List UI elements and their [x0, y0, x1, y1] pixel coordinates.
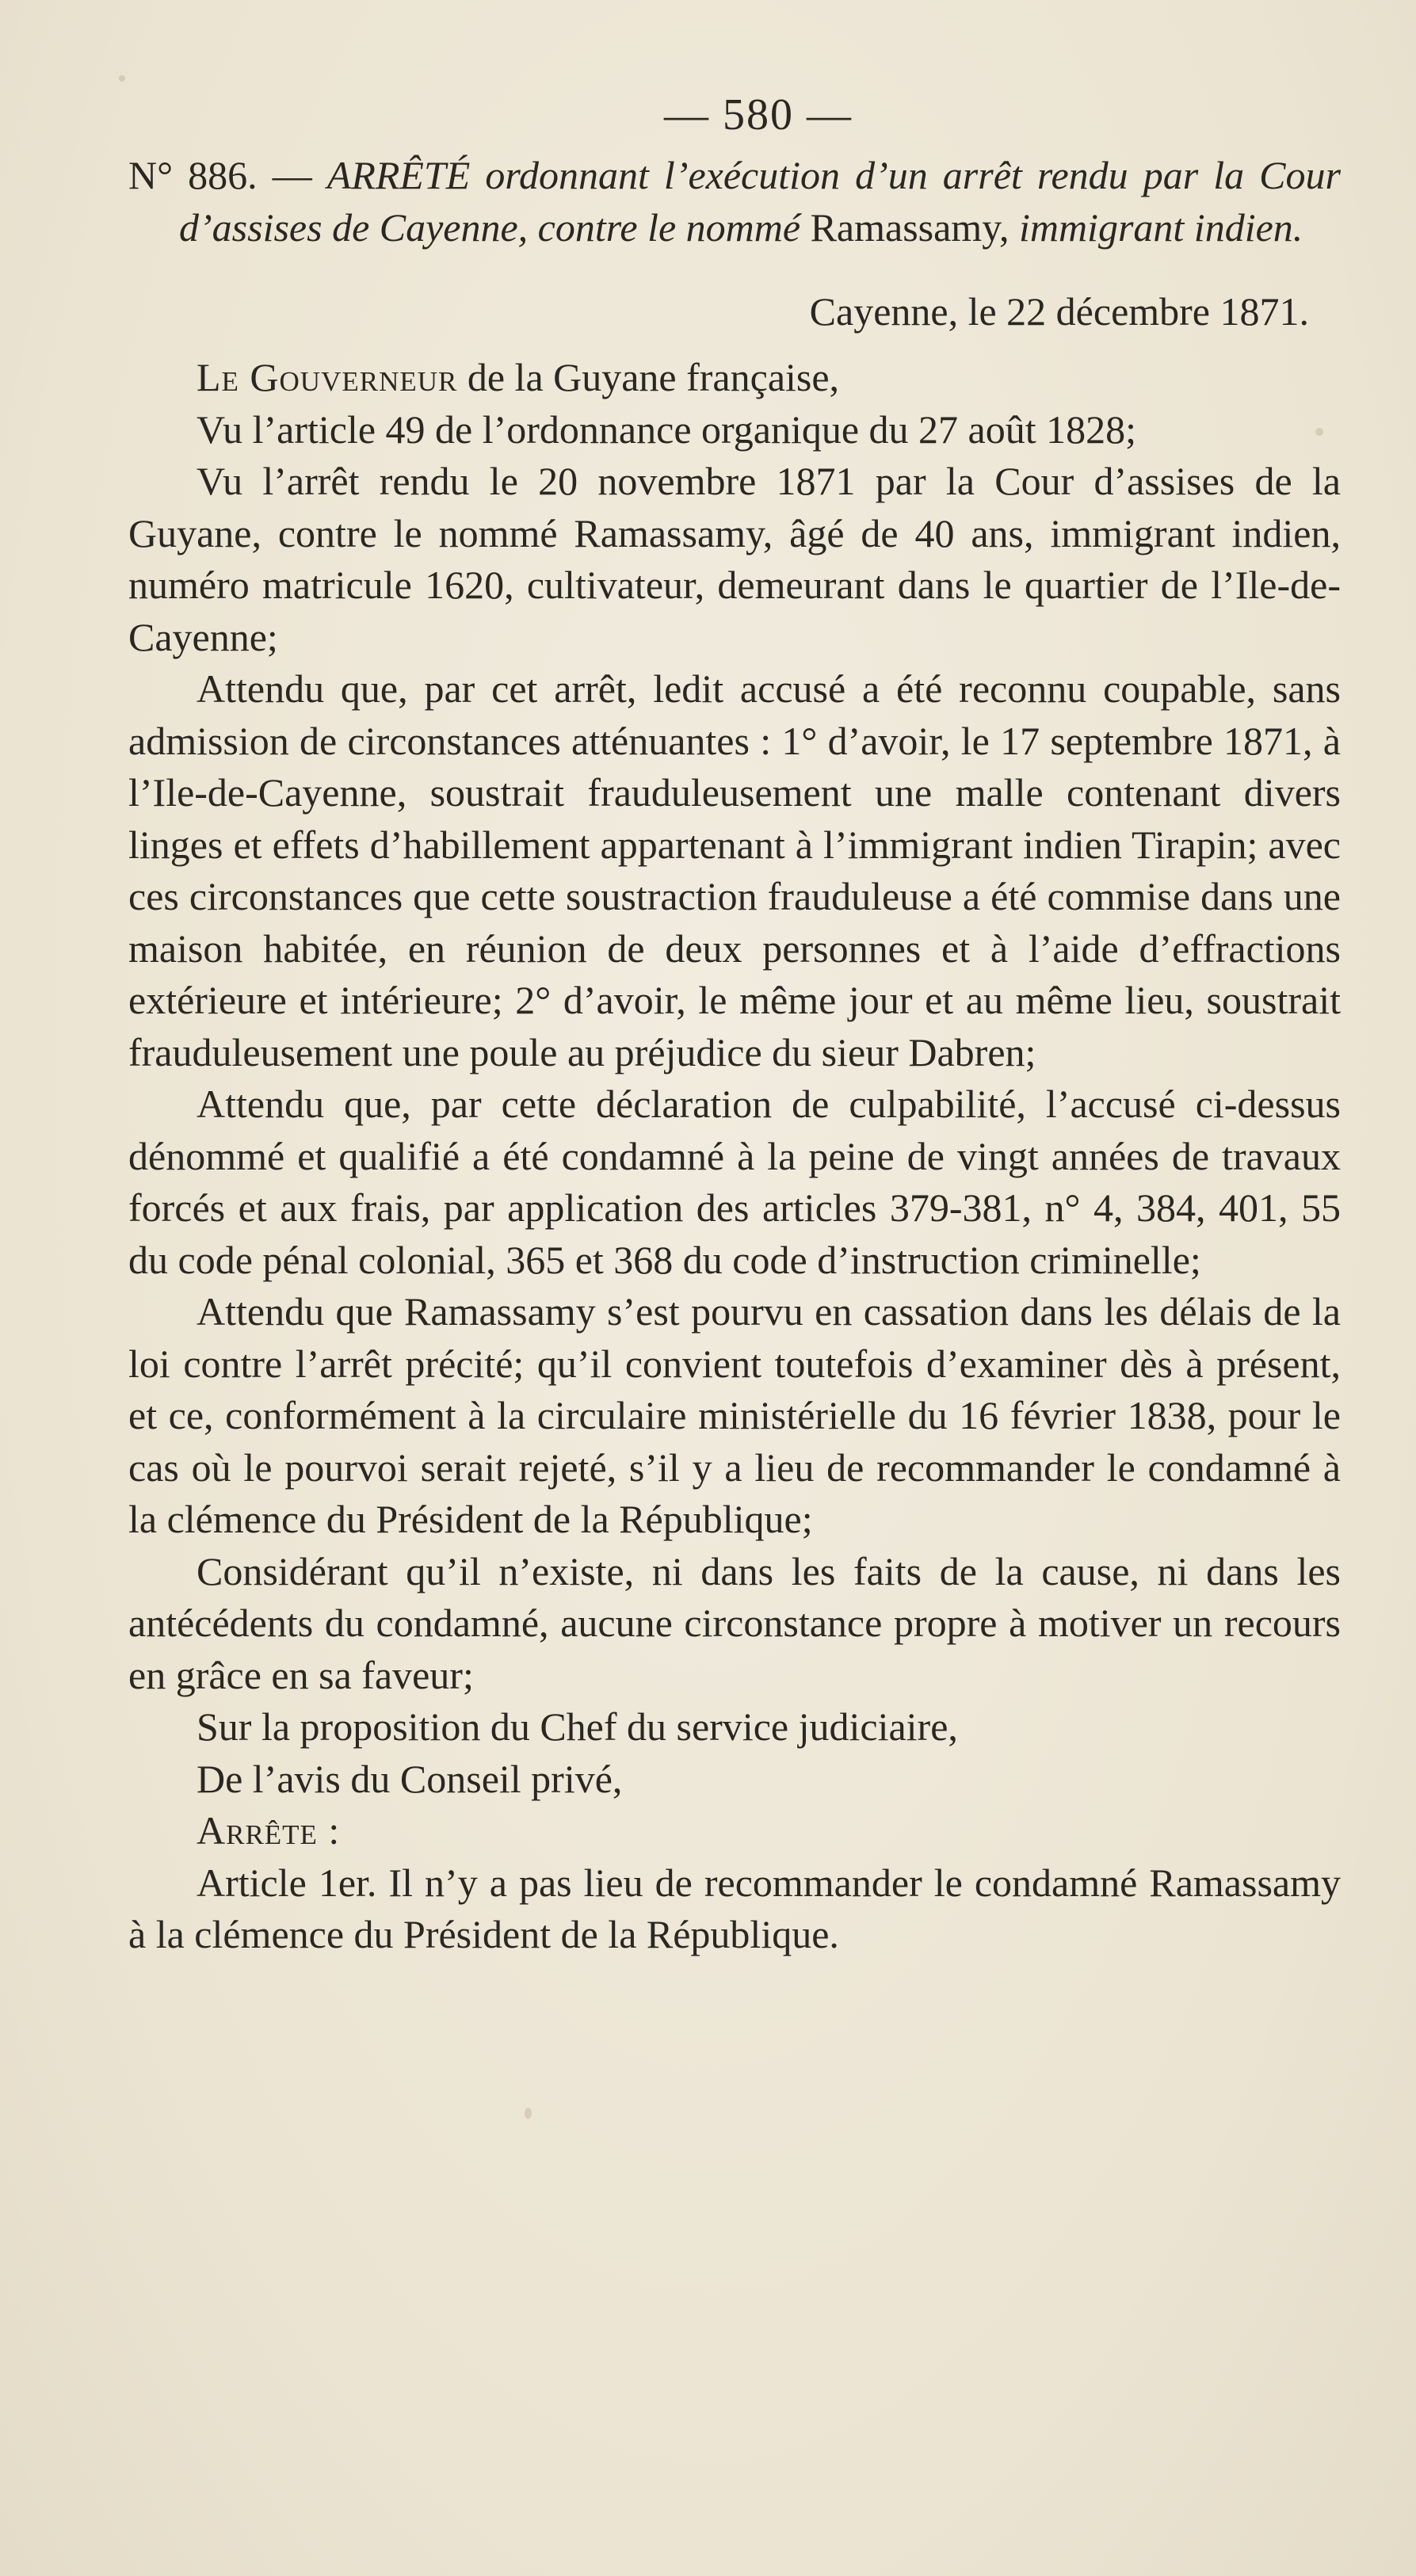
paper-spot — [119, 75, 125, 82]
arrete-label-text: Arrête : — [197, 1808, 341, 1853]
paragraph: Attendu que, par cet arrêt, ledit accusé a été reconnu coupable, sans admission de circonstances atténuantes : 1° d’avoir, le 17 septembre 1871, à l’Ile-de-Cayenne, soustrait frauduleusement une malle contenant divers linges et effets d’habillement appartenant à l’immigrant indien Tirapin; avec ces circonstances que cette soustraction frauduleuse a été commise dans une maison habitée, en réunion de deux personnes et à l’aide d’effractions extérieure et intérieure; 2° d’avoir, le même jour et au même lieu, soustrait frauduleusement une poule au préjudice du sieur Dabren; — [128, 666, 1341, 1074]
decree-title-end: immigrant indien. — [1009, 205, 1303, 250]
paragraph: Sur la proposition du Chef du service judiciaire, — [197, 1704, 958, 1749]
page-number: — 580 — — [664, 90, 853, 139]
paragraph: De l’avis du Conseil privé, — [197, 1756, 623, 1801]
article-one: Article 1er. Il n’y a pas lieu de recommander le condamné Ramassamy à la clémence du Président de la République. — [128, 1860, 1341, 1956]
paragraph: Attendu que, par cette déclaration de culpabilité, l’accusé ci-dessus dénommé et qualifié a été condamné à la peine de vingt années de travaux forcés et aux frais, par application des articles 379-381, n° 4, 384, 401, 55 du code pénal colonial, 365 et 368 du code d’instruction criminelle; — [128, 1082, 1341, 1282]
governor-caps: Le Gouverneur — [197, 355, 458, 399]
document-body — [128, 87, 1341, 1961]
paragraph: Attendu que Ramassamy s’est pourvu en cassation dans les délais de la loi contre l’arrêt précité; qu’il convient toutefois d’examiner dès à présent, et ce, conformément à la circulaire ministérielle du 16 février 1838, pour le cas où le pourvoi serait rejeté, s’il y a lieu de recommander le condamné à la clémence du Président de la République; — [128, 1289, 1341, 1541]
opening-rest: de la Guyane française, — [457, 355, 840, 399]
paragraph: Vu l’arrêt rendu le 20 novembre 1871 par la Cour d’assises de la Guyane, contre le nommé Ramassamy, âgé de 40 ans, immigrant indien, numéro matricule 1620, cultivateur, demeurant dans le quartier de l’Ile-de-Cayenne; — [128, 459, 1341, 659]
defendant-name: Ramassamy, — [810, 205, 1010, 250]
paragraph: Considérant qu’il n’existe, ni dans les faits de la cause, ni dans les antécédents du condamné, aucune circonstance propre à motiver un recours en grâce en sa faveur; — [128, 1548, 1341, 1697]
decree-heading — [128, 149, 1341, 254]
dateline: Cayenne, le 22 décembre 1871. — [809, 289, 1309, 334]
decree-number: N° 886. — — [128, 153, 327, 197]
paragraph: Vu l’article 49 de l’ordonnance organique du 27 août 1828; — [197, 406, 1137, 452]
paper-spot — [525, 2108, 532, 2119]
decree-title: ARRÊTÉ ordonnant l’exécution d’un arrêt rendu par la Cour d’assises de Cayenne, contre le nommé — [179, 153, 1341, 250]
opening-line — [128, 352, 1341, 404]
arrete-label — [128, 1805, 1341, 1857]
